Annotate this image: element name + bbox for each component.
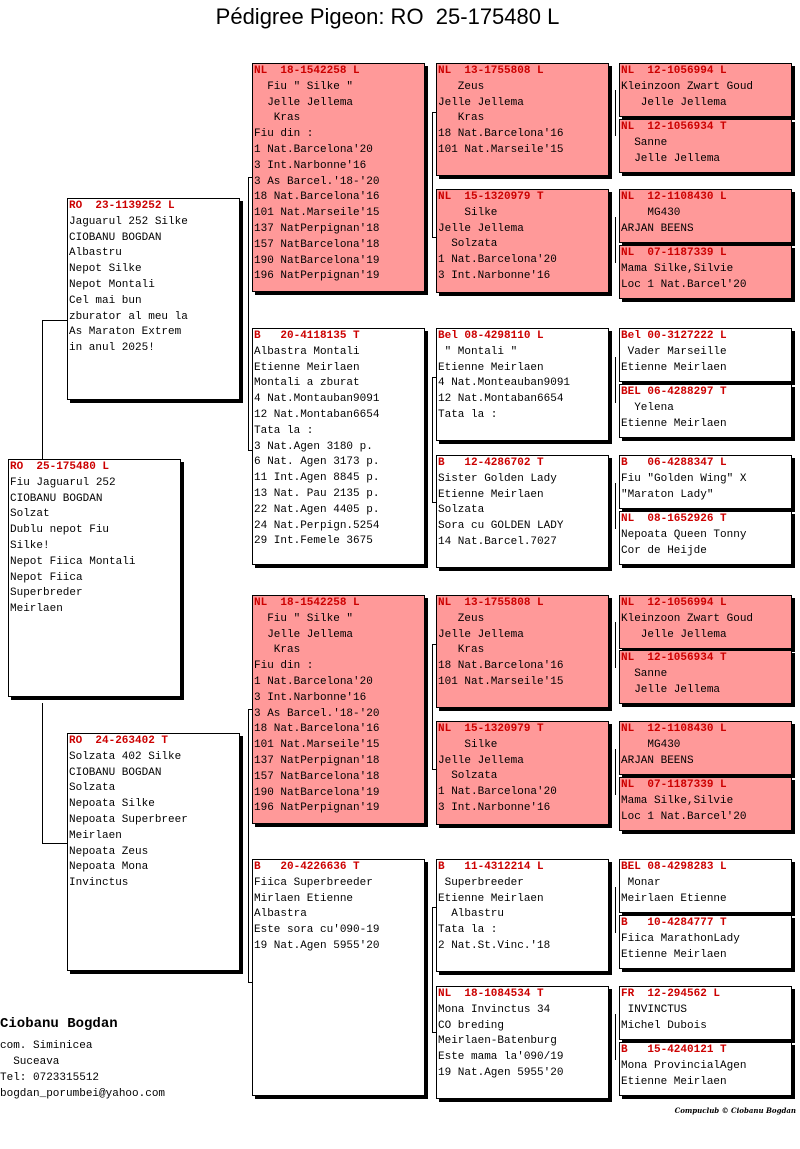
pigeon-info-line: CIOBANU BOGDAN	[10, 492, 103, 505]
pigeon-card-gen4-11[interactable]	[619, 721, 792, 775]
pigeon-info-line: Kleinzoon Zwart Goud	[621, 80, 754, 93]
pigeon-info-line: Nepot Fiica	[10, 571, 83, 584]
pigeon-card-sire[interactable]	[67, 198, 240, 400]
pigeon-info-line: Fiu din :	[254, 128, 314, 141]
pigeon-info-line: Albastra Montali	[254, 345, 360, 358]
ring-number: RO 25-175480 L	[10, 461, 110, 473]
pigeon-card-gen4-14[interactable]	[619, 915, 792, 969]
pigeon-info-line: 22 Nat.Agen 4405 p.	[254, 503, 380, 516]
pigeon-info-line: Meirlaen-Batenburg	[438, 1035, 557, 1048]
pigeon-info-line: 3 As Barcel.'18-'20	[254, 175, 380, 188]
pigeon-info-line: Kras	[254, 644, 301, 657]
pigeon-info-line: 3 Nat.Agen 3180 p.	[254, 440, 373, 453]
pigeon-info-line: Solzata	[69, 782, 116, 795]
pigeon-info-line: Fiu "Golden Wing" X	[621, 472, 747, 485]
pigeon-info-line: 196 NatPerpignan'19	[254, 802, 380, 815]
pigeon-info-line: " Montali "	[438, 345, 518, 358]
pigeon-card-gen4-2[interactable]	[619, 119, 792, 173]
pigeon-info-line: 3 Int.Narbonne'16	[254, 691, 367, 704]
connector-line	[432, 377, 433, 502]
breeder-phone: Tel: 0723315512	[0, 1072, 100, 1084]
pigeon-info-line: 3 Int.Narbonne'16	[438, 801, 551, 814]
connector-line	[42, 843, 69, 844]
pigeon-info-line: Solzata	[438, 504, 485, 517]
pigeon-info-line: MG430	[621, 738, 681, 751]
ring-number: NL 12-1056994 L	[621, 597, 727, 609]
ring-number: B 20-4118135 T	[254, 330, 360, 342]
connector-line	[615, 217, 616, 263]
ring-number: NL 13-1755808 L	[438, 597, 544, 609]
pigeon-info-line: 101 Nat.Marseile'15	[438, 143, 564, 156]
pigeon-card-gen3-5[interactable]	[436, 595, 609, 708]
pigeon-info-line: Solzata	[438, 770, 498, 783]
pigeon-info-line: Mona ProvincialAgen	[621, 1059, 747, 1072]
pigeon-info-line: Jelle Jellema	[438, 754, 524, 767]
pigeon-info-line: Silke	[438, 738, 498, 751]
pigeon-card-gen4-16[interactable]	[619, 1042, 792, 1096]
pigeon-info-line: Etienne Meirlaen	[621, 361, 727, 374]
pigeon-info-line: Jelle Jellema	[438, 222, 524, 235]
pigeon-info-line: Albastru	[69, 247, 122, 260]
pigeon-info-line: 18 Nat.Barcelona'16	[254, 723, 380, 736]
ring-number: Bel 00-3127222 L	[621, 330, 727, 342]
pigeon-info-line: Etienne Meirlaen	[438, 488, 544, 501]
pigeon-info-line: in anul 2025!	[69, 342, 155, 355]
pigeon-card-gen3-6[interactable]	[436, 721, 609, 825]
pigeon-info-line: 14 Nat.Barcel.7027	[438, 535, 557, 548]
pigeon-card-gen3-8[interactable]	[436, 986, 609, 1099]
pigeon-info-line: Fiu din :	[254, 660, 314, 673]
pigeon-info-line: Albastra	[254, 908, 307, 921]
pigeon-info-line: 4 Nat.Monteauban9091	[438, 377, 571, 390]
pigeon-info-line: 3 As Barcel.'18-'20	[254, 707, 380, 720]
ring-number: NL 07-1187339 L	[621, 779, 727, 791]
pigeon-info-line: Yelena	[621, 401, 674, 414]
pigeon-info-line: Michel Dubois	[621, 1019, 707, 1032]
pigeon-info-line: Fiu " Silke "	[254, 80, 354, 93]
pigeon-card-gen3-3[interactable]	[436, 328, 609, 441]
ring-number: NL 15-1320979 T	[438, 723, 544, 735]
pigeon-info-line: 1 Nat.Barcelona'20	[254, 675, 373, 688]
ring-number: NL 13-1755808 L	[438, 65, 544, 77]
pigeon-card-subject[interactable]	[8, 459, 181, 697]
pigeon-info-line: 101 Nat.Marseile'15	[254, 739, 380, 752]
pigeon-info-line: Superbreeder	[438, 876, 524, 889]
pigeon-info-line: Montali a zburat	[254, 377, 360, 390]
pigeon-info-line: 6 Nat. Agen 3173 p.	[254, 456, 380, 469]
pigeon-info-line: Jelle Jellema	[621, 628, 727, 641]
pigeon-info-line: Tata la :	[254, 424, 314, 437]
pigeon-info-line: 4 Nat.Montauban9091	[254, 393, 380, 406]
pigeon-info-line: 2 Nat.St.Vinc.'18	[438, 939, 551, 952]
pigeon-info-line: 24 Nat.Perpign.5254	[254, 519, 380, 532]
pigeon-info-line: 1 Nat.Barcelona'20	[438, 254, 557, 267]
pigeon-info-line: Nepot Montali	[69, 278, 155, 291]
connector-line	[248, 177, 249, 317]
pigeon-card-gen3-2[interactable]	[436, 189, 609, 293]
pigeon-info-line: Jelle Jellema	[621, 96, 727, 109]
ring-number: BEL 06-4288297 T	[621, 386, 727, 398]
pigeon-info-line: Dublu nepot Fiu	[10, 524, 110, 537]
pigeon-card-sire-dam[interactable]	[252, 328, 425, 565]
pigeon-info-line: Loc 1 Nat.Barcel'20	[621, 810, 747, 823]
ring-number: NL 12-1056934 T	[621, 652, 727, 664]
pigeon-info-line: Silke	[438, 206, 498, 219]
connector-line	[42, 320, 43, 460]
pigeon-card-dam[interactable]	[67, 733, 240, 971]
pigeon-info-line: Invinctus	[69, 877, 129, 890]
pigeon-card-gen4-10[interactable]	[619, 650, 792, 704]
pigeon-info-line: 137 NatPerpignan'18	[254, 222, 380, 235]
pigeon-info-line: 19 Nat.Agen 5955'20	[438, 1066, 564, 1079]
connector-line	[615, 622, 616, 668]
connector-line	[248, 709, 249, 842]
connector-line	[615, 1014, 616, 1060]
pigeon-info-line: 18 Nat.Barcelona'16	[254, 191, 380, 204]
pigeon-info-line: Meirlaen	[10, 603, 63, 616]
pigeon-info-line: As Maraton Extrem	[69, 326, 182, 339]
pigeon-info-line: zburator al meu la	[69, 310, 188, 323]
pigeon-info-line: Jelle Jellema	[438, 628, 524, 641]
ring-number: NL 18-1542258 L	[254, 597, 360, 609]
pigeon-info-line: 29 Int.Femele 3675	[254, 535, 373, 548]
pigeon-info-line: Sora cu GOLDEN LADY	[438, 520, 564, 533]
pigeon-info-line: 190 NatBarcelona'19	[254, 786, 380, 799]
ring-number: Bel 08-4298110 L	[438, 330, 544, 342]
pigeon-info-line: 137 NatPerpignan'18	[254, 754, 380, 767]
breeder-name: Ciobanu Bogdan	[0, 1016, 118, 1032]
pigeon-card-gen3-1[interactable]	[436, 63, 609, 176]
pigeon-info-line: Nepoata Silke	[69, 798, 155, 811]
pigeon-info-line: "Maraton Lady"	[621, 488, 714, 501]
ring-number: FR 12-294562 L	[621, 988, 721, 1000]
pigeon-card-gen4-6[interactable]	[619, 384, 792, 438]
pigeon-info-line: Sanne	[621, 136, 668, 149]
pigeon-card-dam-sire[interactable]	[252, 595, 425, 824]
pigeon-info-line: Cel mai bun	[69, 294, 142, 307]
pigeon-info-line: 157 NatBarcelona'18	[254, 238, 380, 251]
ring-number: B 20-4226636 T	[254, 861, 360, 873]
pigeon-info-line: CIOBANU BOGDAN	[69, 766, 162, 779]
pigeon-card-gen3-4[interactable]	[436, 455, 609, 568]
connector-line	[615, 749, 616, 795]
pigeon-card-gen4-7[interactable]	[619, 455, 792, 509]
connector-line	[615, 483, 616, 529]
pigeon-info-line: Monar	[621, 876, 661, 889]
pigeon-info-line: Nepot Silke	[69, 263, 142, 276]
pigeon-info-line: Etienne Meirlaen	[621, 1075, 727, 1088]
pigeon-info-line: Vader Marseille	[621, 345, 727, 358]
pigeon-info-line: Nepoata Queen Tonny	[621, 528, 747, 541]
ring-number: NL 08-1652926 T	[621, 513, 727, 525]
pigeon-card-dam-dam[interactable]	[252, 859, 425, 1096]
pigeon-info-line: Meirlaen Etienne	[621, 892, 727, 905]
pigeon-info-line: 196 NatPerpignan'19	[254, 270, 380, 283]
pigeon-info-line: 18 Nat.Barcelona'16	[438, 128, 564, 141]
pigeon-info-line: 19 Nat.Agen 5955'20	[254, 939, 380, 952]
pigeon-info-line: INVINCTUS	[621, 1003, 688, 1016]
connector-line	[42, 703, 43, 843]
pigeon-info-line: 11 Int.Agen 8845 p.	[254, 472, 380, 485]
connector-line	[615, 887, 616, 933]
pigeon-info-line: Sanne	[621, 667, 668, 680]
pigeon-info-line: Kleinzoon Zwart Goud	[621, 612, 754, 625]
pigeon-info-line: Sister Golden Lady	[438, 472, 557, 485]
pigeon-info-line: 18 Nat.Barcelona'16	[438, 660, 564, 673]
pigeon-info-line: Fiu " Silke "	[254, 612, 354, 625]
pigeon-info-line: 13 Nat. Pau 2135 p.	[254, 487, 380, 500]
pigeon-info-line: Fiu Jaguarul 252	[10, 476, 116, 489]
ring-number: B 15-4240121 T	[621, 1044, 727, 1056]
pigeon-info-line: Fiica MarathonLady	[621, 932, 740, 945]
connector-line	[615, 357, 616, 403]
pigeon-info-line: Etienne Meirlaen	[621, 948, 727, 961]
ring-number: RO 23-1139252 L	[69, 200, 175, 212]
ring-number: NL 18-1542258 L	[254, 65, 360, 77]
ring-number: BEL 08-4298283 L	[621, 861, 727, 873]
pigeon-info-line: Jelle Jellema	[438, 96, 524, 109]
pigeon-info-line: 157 NatBarcelona'18	[254, 770, 380, 783]
ring-number: NL 18-1084534 T	[438, 988, 544, 1000]
pigeon-card-gen4-3[interactable]	[619, 189, 792, 243]
pigeon-card-gen4-15[interactable]	[619, 986, 792, 1040]
pigeon-info-line: Solzata	[438, 238, 498, 251]
ring-number: B 12-4286702 T	[438, 457, 544, 469]
pigeon-info-line: Silke!	[10, 539, 50, 552]
pigeon-card-sire-sire[interactable]	[252, 63, 425, 292]
pigeon-info-line: Solzata 402 Silke	[69, 750, 182, 763]
pigeon-info-line: Este sora cu'090-19	[254, 924, 380, 937]
pigeon-info-line: Jelle Jellema	[254, 628, 354, 641]
ring-number: B 10-4284777 T	[621, 917, 727, 929]
pigeon-info-line: Mama Silke,Silvie	[621, 794, 734, 807]
pigeon-info-line: 12 Nat.Montaban6654	[438, 393, 564, 406]
pigeon-info-line: 190 NatBarcelona'19	[254, 254, 380, 267]
pigeon-info-line: ARJAN BEENS	[621, 222, 694, 235]
pigeon-info-line: Kras	[438, 112, 485, 125]
breeder-address-line: com. Siminicea	[0, 1040, 93, 1052]
pigeon-info-line: Jelle Jellema	[621, 152, 721, 165]
pigeon-info-line: Nepoata Mona	[69, 861, 149, 874]
pigeon-info-line: Superbreder	[10, 587, 83, 600]
breeder-address-line: Suceava	[0, 1056, 60, 1068]
ring-number: RO 24-263402 T	[69, 735, 169, 747]
pigeon-card-gen4-13[interactable]	[619, 859, 792, 913]
ring-number: NL 15-1320979 T	[438, 191, 544, 203]
pigeon-card-gen3-7[interactable]	[436, 859, 609, 972]
pigeon-info-line: Jelle Jellema	[254, 96, 354, 109]
pigeon-info-line: Nepoata Zeus	[69, 845, 149, 858]
connector-line	[615, 90, 616, 136]
pigeon-card-gen4-4[interactable]	[619, 245, 792, 299]
pigeon-info-line: Mona Invinctus 34	[438, 1003, 551, 1016]
copyright-text: Compuclub © Ciobanu Bogdan	[674, 1106, 796, 1115]
pigeon-info-line: 3 Int.Narbonne'16	[254, 159, 367, 172]
pigeon-info-line: Etienne Meirlaen	[621, 417, 727, 430]
pigeon-info-line: Mirlaen Etienne	[254, 892, 354, 905]
pigeon-info-line: 1 Nat.Barcelona'20	[438, 786, 557, 799]
pigeon-info-line: Etienne Meirlaen	[254, 361, 360, 374]
pigeon-info-line: Nepot Fiica Montali	[10, 555, 136, 568]
page-title: Pédigree Pigeon: RO 25-175480 L	[215, 4, 560, 29]
pigeon-info-line: 12 Nat.Montaban6654	[254, 408, 380, 421]
ring-number: NL 12-1056934 T	[621, 121, 727, 133]
pigeon-info-line: Tata la :	[438, 408, 498, 421]
breeder-email[interactable]: bogdan_porumbei@yahoo.com	[0, 1088, 166, 1100]
ring-number: NL 12-1056994 L	[621, 65, 727, 77]
pigeon-info-line: Meirlaen	[69, 829, 122, 842]
pigeon-info-line: MG430	[621, 206, 681, 219]
pigeon-info-line: Zeus	[438, 612, 485, 625]
pigeon-info-line: Mama Silke,Silvie	[621, 262, 734, 275]
pigeon-info-line: Fiica Superbreeder	[254, 876, 373, 889]
ring-number: B 11-4312214 L	[438, 861, 544, 873]
connector-line	[42, 320, 69, 321]
pigeon-info-line: 101 Nat.Marseile'15	[438, 675, 564, 688]
ring-number: NL 12-1108430 L	[621, 723, 727, 735]
pigeon-info-line: Kras	[438, 644, 485, 657]
pigeon-info-line: 101 Nat.Marseile'15	[254, 207, 380, 220]
ring-number: NL 12-1108430 L	[621, 191, 727, 203]
ring-number: NL 07-1187339 L	[621, 247, 727, 259]
pigeon-info-line: Loc 1 Nat.Barcel'20	[621, 278, 747, 291]
pigeon-card-gen4-12[interactable]	[619, 777, 792, 831]
connector-line	[432, 112, 433, 237]
connector-line	[432, 644, 433, 769]
pigeon-info-line: CO breding	[438, 1019, 505, 1032]
connector-line	[432, 907, 433, 1032]
pigeon-info-line: 3 Int.Narbonne'16	[438, 269, 551, 282]
pigeon-info-line: Jaguarul 252 Silke	[69, 215, 188, 228]
pigeon-info-line: Jelle Jellema	[621, 683, 721, 696]
pigeon-info-line: Kras	[254, 112, 301, 125]
pigeon-card-gen4-9[interactable]	[619, 595, 792, 649]
pigeon-card-gen4-8[interactable]	[619, 511, 792, 565]
pigeon-info-line: Solzat	[10, 508, 50, 521]
pigeon-info-line: Etienne Meirlaen	[438, 892, 544, 905]
connector-line	[248, 317, 249, 450]
pigeon-info-line: Cor de Heijde	[621, 544, 707, 557]
connector-line	[248, 842, 249, 982]
pigeon-card-gen4-5[interactable]	[619, 328, 792, 382]
pigeon-info-line: Tata la :	[438, 924, 498, 937]
pigeon-info-line: Este mama la'090/19	[438, 1051, 564, 1064]
pigeon-info-line: CIOBANU BOGDAN	[69, 231, 162, 244]
pigeon-card-gen4-1[interactable]	[619, 63, 792, 117]
pigeon-info-line: Albastru	[438, 908, 505, 921]
pigeon-info-line: Etienne Meirlaen	[438, 361, 544, 374]
pigeon-info-line: Zeus	[438, 80, 485, 93]
pigeon-info-line: 1 Nat.Barcelona'20	[254, 143, 373, 156]
pigeon-info-line: ARJAN BEENS	[621, 754, 694, 767]
pigeon-info-line: Nepoata Superbreer	[69, 813, 188, 826]
ring-number: B 06-4288347 L	[621, 457, 727, 469]
